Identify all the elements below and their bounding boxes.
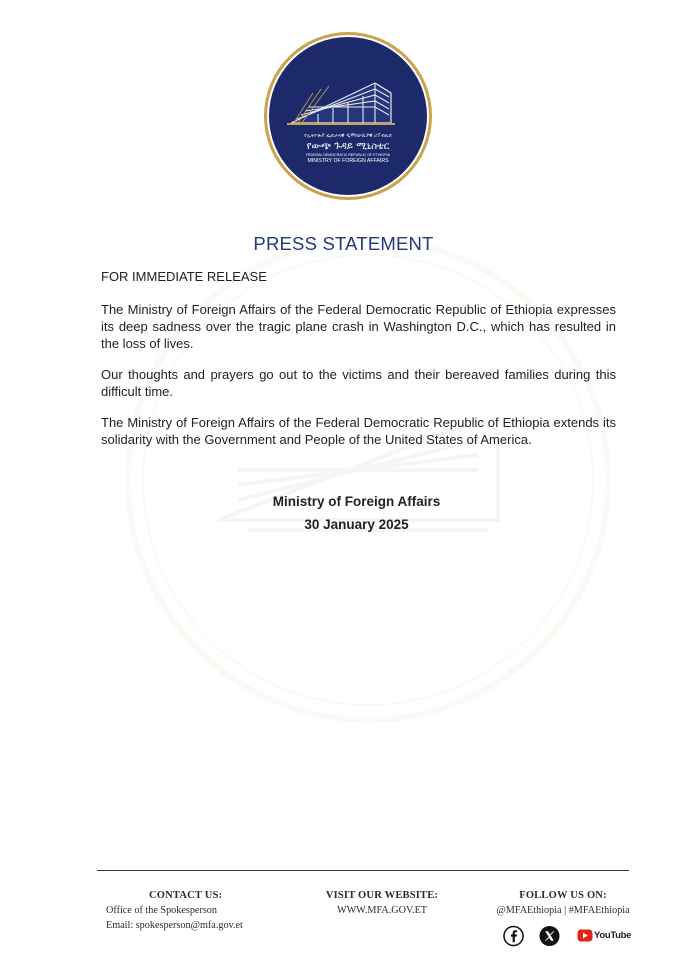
youtube-wordmark[interactable]: YouTube — [594, 930, 632, 941]
footer-website — [316, 888, 448, 918]
statement-paragraph: The Ministry of Foreign Affairs of the Federal Democratic Republic of Ethiopia extends its solidarity with the Government and People of the United States of America. — [101, 415, 616, 447]
seal-amharic-line2: የውጭ ጉዳይ ሚኒስቴር — [306, 141, 390, 152]
statement-paragraph: Our thoughts and prayers go out to the victims and their bereaved families during this difficult time. — [101, 367, 616, 399]
follow-heading: FOLLOW US ON: — [519, 890, 607, 901]
footer-contact — [106, 888, 243, 933]
website-heading: VISIT OUR WEBSITE: — [325, 890, 439, 901]
seal-english-line1: FEDERAL DEMOCRATIC REPUBLIC OF ETHIOPIA — [305, 153, 391, 157]
release-label: FOR IMMEDIATE RELEASE — [101, 269, 267, 284]
contact-office: Office of the Spokesperson — [106, 905, 217, 916]
seal-english-line2: MINISTRY OF FOREIGN AFFAIRS — [307, 158, 389, 164]
footer-follow — [478, 888, 648, 918]
social-handles[interactable]: @MFAEthiopia | #MFAEthiopia — [496, 905, 630, 916]
website-link[interactable]: WWW.MFA.GOV.ET — [336, 905, 428, 916]
x-icon[interactable] — [539, 925, 560, 947]
contact-heading: CONTACT US: — [149, 890, 223, 901]
seal-amharic-line1: የኢትዮጵያ ፌዴራላዊ ዲሞክራሲያዊ ሪፐብሊክ — [304, 133, 392, 139]
footer-divider — [97, 870, 629, 871]
page-title: PRESS STATEMENT — [253, 233, 434, 254]
signature-organization: Ministry of Foreign Affairs — [272, 494, 441, 509]
signature-date: 30 January 2025 — [304, 517, 409, 532]
statement-paragraph: The Ministry of Foreign Affairs of the Federal Democratic Republic of Ethiopia expresses its deep sadness over the tragic plane crash in Washington D.C., which has resulted in the loss of lives. — [101, 302, 616, 351]
facebook-icon[interactable] — [503, 925, 524, 947]
contact-email[interactable]: Email: spokesperson@mfa.gov.et — [106, 920, 243, 931]
ministry-seal-logo — [263, 31, 433, 201]
